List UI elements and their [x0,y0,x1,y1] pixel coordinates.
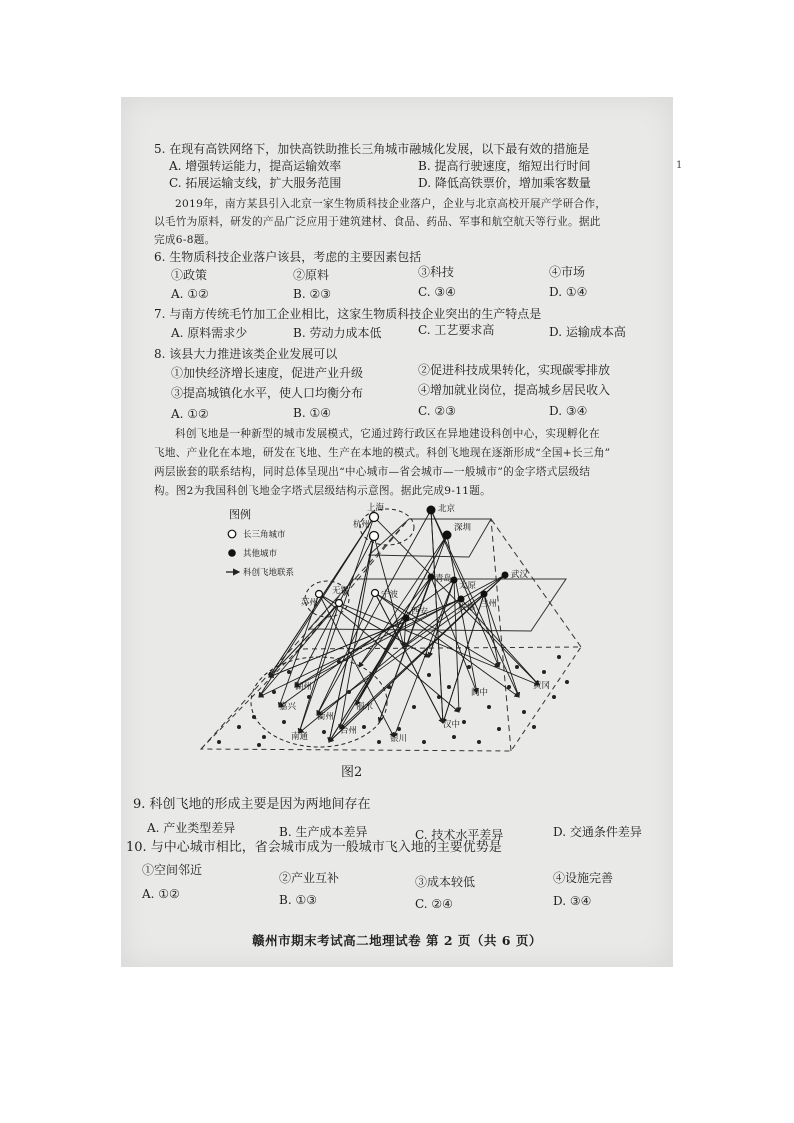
base-city-dot [257,743,261,747]
edge-page-mark: 1 [676,160,683,171]
q10-option-c: C. ②④ [415,897,453,911]
city-marker-lanzhou [481,591,488,598]
base-city-dot [307,695,311,699]
base-city-dot [565,680,569,684]
q10-item-2: ②产业互补 [279,871,340,885]
city-label-shenzhen: 深圳 [454,522,472,532]
q8-item-2: ②促进科技成果转化，实现碳零排放 [418,363,611,377]
q10-item-4: ④设施完善 [553,871,614,885]
city-label-qingdao: 青岛 [435,573,453,583]
legend-other-label: 其他城市 [243,548,278,558]
city-label-shanghai: 上海 [367,502,385,512]
base-city-dot [452,735,456,739]
q5-option-b: B. 提高行驶速度，缩短出行时间 [418,159,591,173]
city-label-taiyuan: 太原 [459,580,477,590]
pyramid-diagram [199,497,639,767]
q8-option-c: C. ②③ [418,404,456,418]
q10-item-1: ①空间邻近 [142,863,203,877]
base-city-dot [437,695,441,699]
legend-other-symbol [228,549,236,557]
base-city-dot [532,725,536,729]
city-label-jiaxing: 嘉兴 [279,701,297,711]
legend-yrd-symbol [228,530,236,538]
q6-option-c: C. ③④ [418,285,456,299]
q6-stem: 6. 生物质科技企业落户该县，考虑的主要因素包括 [154,250,422,264]
city-marker-beijing [427,506,436,515]
base-city-dot [467,665,471,669]
legend-title: 图例 [229,509,251,521]
base-city-dot [552,695,556,699]
q6-option-d: D. ①④ [549,285,588,299]
city-label-hangzhou: 杭州 [353,519,371,529]
link-line [375,593,519,697]
base-city-dot [477,740,481,744]
city-label-lishui: 丽水 [356,701,374,711]
q5-option-d: D. 降低高铁票价，增加乘客数量 [418,176,591,190]
q10-item-3: ③成本较低 [415,875,476,889]
legend-link-label: 科创飞地联系 [243,567,295,577]
q8-option-a: A. ①② [171,407,209,421]
q5-stem: 5. 在现有高铁网络下，加快高铁助推长三角城市融城化发展，以下最有效的措施是 [154,142,590,156]
passage1-line2: 以毛竹为原料，研发的产品广泛应用于建筑建材、食品、药品、军事和航空航天等行业。据此 [154,216,601,228]
city-label-langzhong: 阆中 [471,687,489,697]
link-line [431,510,443,723]
q8-item-4: ④增加就业岗位，提高城乡居民收入 [418,383,611,397]
q6-item-4: ④市场 [549,265,586,279]
city-label-wuxi: 无锡 [332,585,350,595]
link-line [447,535,477,693]
city-marker-shenzhen [443,531,452,540]
base-city-dot [322,730,326,734]
base-city-dot [262,735,266,739]
base-city-dot [347,690,351,694]
q8-item-1: ①加快经济增长速度，促进产业升级 [171,366,364,380]
city-marker-wuxi [336,600,343,607]
passage2-line2: 飞地、产业化在本地，研发在飞地、生产在本地的模式。科创飞地现在逐渐形成“全国+长三角” [154,447,611,459]
q6-option-b: B. ②③ [293,287,331,301]
passage1-line3: 完成6-8题。 [154,234,216,246]
base-city-dot [337,660,341,664]
base-city-dot [422,740,426,744]
q10-stem: 10. 与中心城市相比，省会城市成为一般城市飞入地的主要优势是 [126,840,502,855]
passage2-line4: 构。图2为我国科创飞地金字塔式层级结构示意图。据此完成9-11题。 [154,485,492,497]
city-label-chengdu: 成都 [458,602,476,612]
city-label-ningbo: 宁波 [381,589,399,599]
passage1-line1: 2019年，南方某县引入北京一家生物质科技企业落户，企业与北京高校开展产学研合作， [175,198,607,210]
city-label-yinchuan: 银川 [390,733,408,743]
city-label-wuhan: 武汉 [511,569,529,579]
base-city-dot [287,670,291,674]
q9-stem: 9. 科创飞地的形成主要是因为两地间存在 [133,797,371,812]
q9-option-a: A. 产业类型差异 [147,821,236,835]
city-label-quzhou: 衢州 [317,711,335,721]
q8-option-b: B. ①④ [293,406,331,420]
base-city-dot [487,705,491,709]
link-line [394,580,454,737]
base-city-dot [542,670,546,674]
legend [226,507,295,577]
q9-option-d: D. 交通条件差异 [553,825,642,839]
link-line [329,536,374,742]
q9-option-c: C. 技术水平差异 [415,828,504,842]
q7-option-b: B. 劳动力成本低 [293,326,382,340]
city-label-taizhou: 台州 [340,725,358,735]
q6-item-1: ①政策 [171,268,208,282]
base-city-dot [462,720,466,724]
base-city-dot [497,727,501,731]
city-marker-hangzhou [370,532,379,541]
base-city-dot [217,740,221,744]
passage2-line1: 科创飞地是一种新型的城市发展模式，它通过跨行政区在异地建设科创中心，实现孵化在 [175,428,600,440]
base-city-dot [447,685,451,689]
base-city-dot [412,705,416,709]
base-city-dot [522,710,526,714]
exam-page [121,97,673,967]
q6-item-2: ②原料 [293,268,330,282]
legend-yrd-label: 长三角城市 [243,529,286,539]
base-city-dot [515,665,519,669]
base-city-dot [387,685,391,689]
q7-stem: 7. 与南方传统毛竹加工企业相比，这家生物质科技企业突出的生产特点是 [154,307,542,321]
q10-option-a: A. ①② [142,887,180,901]
q7-option-d: D. 运输成本高 [549,325,626,339]
city-marker-ningbo [372,590,379,597]
city-label-beijing: 北京 [438,503,456,513]
city-marker-wuhan [502,572,509,579]
q8-option-d: D. ③④ [549,404,588,418]
link-line [295,536,374,687]
city-marker-shanghai [370,513,379,522]
base-city-dot [282,720,286,724]
city-marker-qingdao [428,574,435,581]
city-label-hanzhong: 汉中 [443,719,461,729]
q7-option-a: A. 原料需求少 [171,326,248,340]
city-label-huzhou: 湖州 [295,681,313,691]
base-city-dot [397,727,401,731]
city-label-huanggang: 黄冈 [533,680,551,690]
city-label-nantong: 南通 [291,731,309,741]
city-label-xian: 西安 [411,606,429,616]
base-city-dot [557,655,561,659]
q9-option-b: B. 生产成本差异 [279,825,368,839]
q5-option-c: C. 拓展运输支线，扩大服务范围 [169,176,342,190]
q5-option-a: A. 增强转运能力，提高运输效率 [169,159,342,173]
base-city-dot [377,740,381,744]
q8-item-3: ③提高城镇化水平，使人口均衡分布 [171,386,364,400]
page-footer: 赣州市期末考试高二地理试卷 第 2 页（共 6 页） [252,933,542,948]
base-city-dot [272,690,276,694]
q6-option-a: A. ①② [171,287,209,301]
base-city-dot [427,673,431,677]
central-layer-plane [369,519,491,557]
base-city-dot [507,685,511,689]
city-label-lanzhou: 兰州 [480,598,498,608]
figure-caption: 图2 [341,765,363,780]
passage2-line3: 两层嵌套的联系结构，同时总体呈现出“中心城市—省会城市—一般城市”的金字塔式层级结 [154,466,591,478]
q10-option-b: B. ①③ [279,893,317,907]
q10-option-d: D. ③④ [553,894,592,908]
city-marker-xian [403,615,410,622]
base-city-dot [252,715,256,719]
q6-item-3: ③科技 [418,265,455,279]
base-city-dot [362,725,366,729]
q7-option-c: C. 工艺要求高 [418,323,495,337]
city-label-suzhou: 苏州 [301,597,319,607]
base-city-dot [237,725,241,729]
link-lines [259,510,539,742]
q8-stem: 8. 该县大力推进该类企业发展可以 [154,347,338,361]
